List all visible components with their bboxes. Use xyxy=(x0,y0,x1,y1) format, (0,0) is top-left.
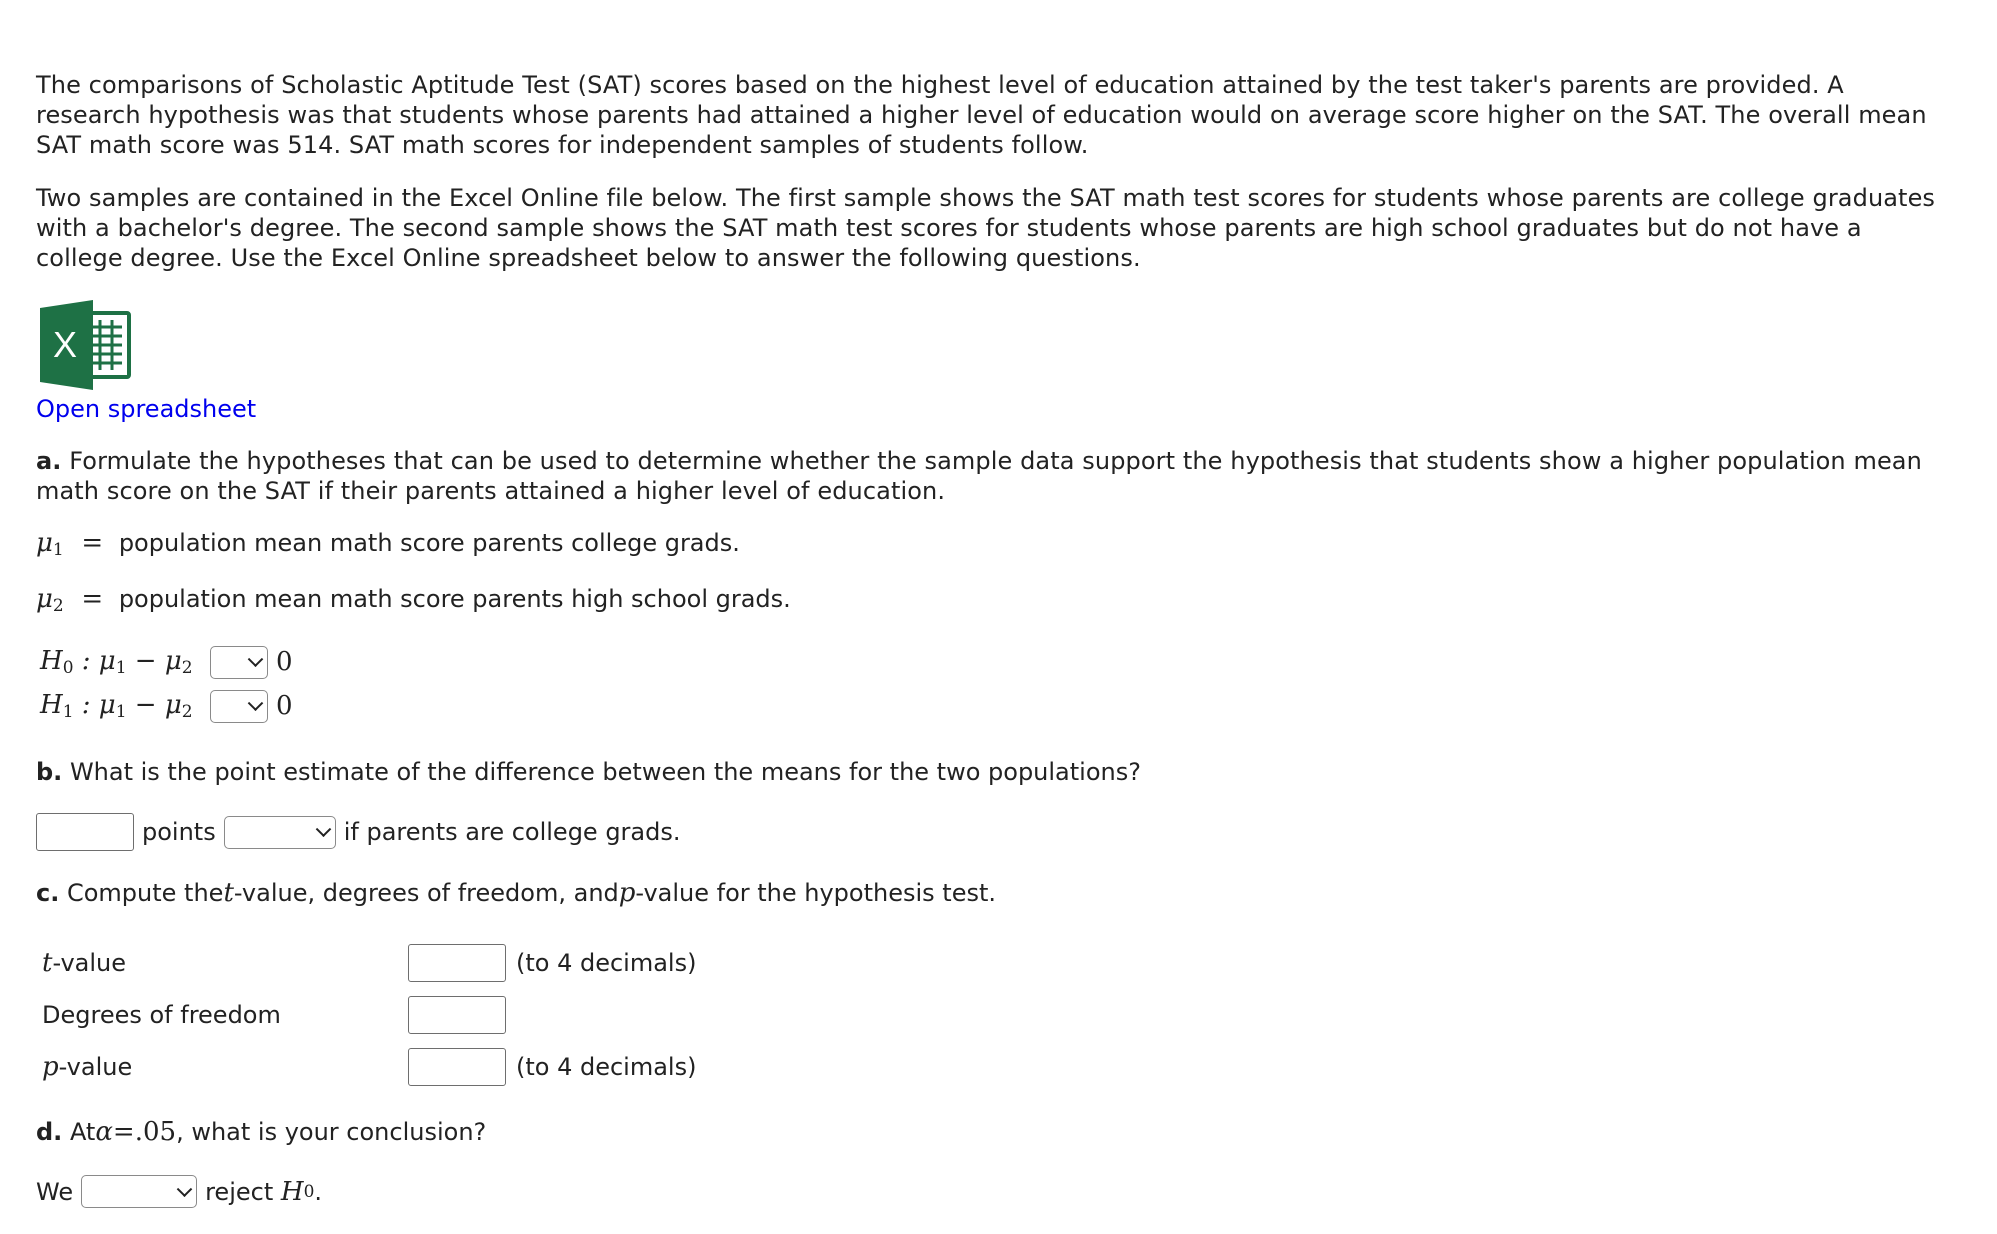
null-hypothesis-row xyxy=(40,645,293,679)
mu2-symbol: μ xyxy=(36,584,53,614)
part-b-letter: b. xyxy=(36,758,63,786)
t-value-label: t-value xyxy=(42,948,127,978)
alternative-hypothesis-expression: H1 : μ1 − μ2 xyxy=(40,690,193,722)
mu2-definition xyxy=(36,584,791,621)
h0-value: 0 xyxy=(276,647,293,677)
part-a-question xyxy=(36,446,1956,506)
mu2-sub: 2 xyxy=(52,596,64,616)
mu1-equals: = xyxy=(81,528,104,558)
t-value-row xyxy=(42,944,696,982)
chevron-down-icon xyxy=(248,651,264,667)
we-label: We xyxy=(36,1177,74,1206)
degrees-of-freedom-row xyxy=(42,996,506,1034)
p-value-label: p-value xyxy=(42,1052,133,1082)
h0-expr-minus: − μ xyxy=(126,646,182,676)
part-b-answer-row xyxy=(36,813,681,851)
mu2-equals: = xyxy=(81,584,104,614)
t-variable: t xyxy=(223,878,234,908)
p-value-input[interactable] xyxy=(408,1048,506,1086)
chevron-down-icon xyxy=(315,821,331,837)
excel-icon-letter: X xyxy=(52,324,78,365)
t-value-input[interactable] xyxy=(408,944,506,982)
h0-operator-select[interactable] xyxy=(210,646,268,679)
h0-label: H xyxy=(40,646,63,676)
part-c-letter: c. xyxy=(36,879,60,907)
part-d-answer-row: We reject H 0 . xyxy=(36,1176,323,1207)
part-d-letter: d. xyxy=(36,1118,63,1146)
reject-label: reject xyxy=(205,1177,274,1206)
t-value-note: (to 4 decimals) xyxy=(516,949,697,977)
h0-sub: 0 xyxy=(62,658,74,678)
mu1-symbol: μ xyxy=(36,528,53,558)
p-value-row xyxy=(42,1048,696,1086)
h0-expr-mid: : μ xyxy=(73,646,116,676)
mu1-sub: 1 xyxy=(52,540,64,560)
direction-select[interactable] xyxy=(224,816,336,849)
open-spreadsheet-link[interactable]: Open spreadsheet xyxy=(36,395,257,423)
h1-expr-mid: : μ xyxy=(73,690,116,720)
intro-paragraph-1: The comparisons of Scholastic Aptitude Test (SAT) scores based on the highest level of education attained by the test taker's parents are provided. A research hypothesis was that students whose parents had attained a higher level of education would on average score higher on the SAT. The overall mean SAT math score was 514. SAT math scores for independent samples of students follow. xyxy=(36,71,1927,159)
h1-value: 0 xyxy=(276,691,293,721)
h1-expr-minus: − μ xyxy=(126,690,182,720)
part-b-suffix: if parents are college grads. xyxy=(343,818,681,846)
conclusion-select[interactable] xyxy=(81,1175,197,1208)
chevron-down-icon xyxy=(177,1181,193,1197)
part-c-question: c. Compute the t -value, degrees of freedom, and p -value for the hypothesis test. xyxy=(36,878,997,908)
p-value-note: (to 4 decimals) xyxy=(516,1053,697,1081)
excel-icon[interactable] xyxy=(38,300,132,390)
mu2-definition-text: population mean math score parents high school grads. xyxy=(118,585,791,613)
h1-sub: 1 xyxy=(62,702,74,722)
degrees-of-freedom-label: Degrees of freedom xyxy=(42,1001,281,1029)
h1-label: H xyxy=(40,690,63,720)
intro-paragraph-2: Two samples are contained in the Excel Online file below. The first sample shows the SAT math test scores for students whose parents are college graduates with a bachelor's degree. The second sample shows the SAT math test scores for students whose parents are high school graduates but do not have a college degree. Use the Excel Online spreadsheet below to answer the following questions. xyxy=(36,184,1936,272)
p-variable: p xyxy=(618,878,636,908)
part-a-letter: a. xyxy=(36,447,62,475)
alternative-hypothesis-row xyxy=(40,689,293,723)
alpha-symbol: α xyxy=(95,1117,113,1147)
degrees-of-freedom-input[interactable] xyxy=(408,996,506,1034)
point-estimate-input[interactable] xyxy=(36,813,134,851)
conclusion-h0-label: H xyxy=(280,1176,304,1207)
chevron-down-icon xyxy=(248,695,264,711)
part-a-text: Formulate the hypotheses that can be used to determine whether the sample data support the hypothesis that students show a higher population mean math score on the SAT if their parents attained a higher level of education. xyxy=(36,447,1922,505)
points-label: points xyxy=(142,818,216,846)
null-hypothesis-expression: H0 : μ1 − μ2 xyxy=(40,646,193,678)
part-d-question: d. At α = .05 , what is your conclusion? xyxy=(36,1117,487,1147)
h1-operator-select[interactable] xyxy=(210,690,268,723)
mu1-definition-text: population mean math score parents college grads. xyxy=(118,529,740,557)
mu1-definition xyxy=(36,528,740,565)
part-b-question xyxy=(36,757,1141,787)
part-b-text: What is the point estimate of the difference between the means for the two populations? xyxy=(69,758,1141,786)
alpha-value: .05 xyxy=(134,1117,177,1147)
